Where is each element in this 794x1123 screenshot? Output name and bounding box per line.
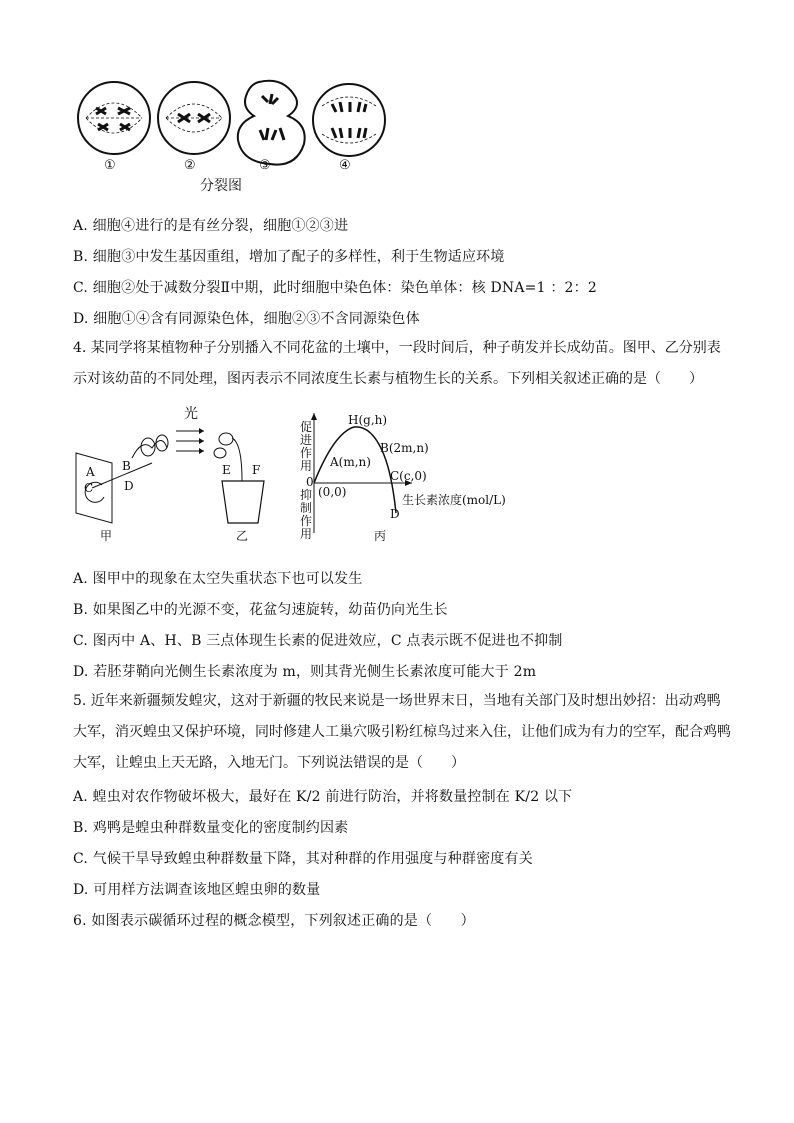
cell-3 (238, 81, 305, 165)
q4-option-d: D. 若胚芽鞘向光侧生长素浓度为 m，则其背光侧生长素浓度可能大于 2m (73, 664, 537, 680)
q5-stem: 5. 近年来新疆频发蝗灾，这对于新疆的牧民来说是一场世界末日，当地有关部门及时想出妙招：出动鸡鸭大军，消灭蝗虫又保护环境，同时修建人工巢穴吸引粉红椋鸟过来入住，让他们成为有力的空军，配合鸡鸭大军，让蝗虫上天无路，入地无门。下列说法错误的是（ ） (73, 693, 731, 771)
q5-option-b: B. 鸡鸭是蝗虫种群数量变化的密度制约因素 (73, 820, 349, 836)
cell-1 (78, 82, 150, 154)
cell-label-1: ① (104, 158, 116, 173)
q4-option-c: C. 图丙中 A、H、B 三点体现生长素的促进效应，C 点表示既不促进也不抑制 (73, 633, 563, 649)
figure-caption: 分裂图 (200, 178, 242, 194)
q5-option-d: D. 可用样方法调查该地区蝗虫卵的数量 (73, 882, 321, 898)
cell-label-3: ③ (259, 158, 271, 173)
q4-option-b: B. 如果图乙中的光源不变，花盆匀速旋转，幼苗仍向光生长 (73, 602, 448, 618)
q4-option-a: A. 图甲中的现象在太空失重状态下也可以发生 (73, 571, 363, 587)
cell-label-2: ② (184, 158, 196, 173)
y-up-label: 促进作用 (300, 420, 313, 473)
panel-bing-label: 丙 (374, 529, 387, 543)
cell-2 (158, 82, 230, 154)
q3-option-a: A. 细胞④进行的是有丝分裂，细胞①②③进 (73, 218, 349, 234)
light-label: 光 (184, 406, 198, 422)
point-d-label: D (124, 479, 134, 493)
panel-jia-label: 甲 (100, 529, 113, 543)
point-c0-label: C(c,0) (390, 469, 427, 483)
q3-option-d: D. 细胞①④含有同源染色体，细胞②③不含同源染色体 (73, 311, 420, 327)
point-h-label: H(g,h) (348, 413, 388, 427)
y-down-label: 抑制作用 (300, 488, 313, 541)
point-b-label: B (122, 459, 131, 473)
q6-stem: 6. 如图表示碳循环过程的概念模型，下列叙述正确的是（ ） (73, 913, 475, 929)
light-arrows (176, 428, 204, 454)
plant-figure (72, 403, 512, 548)
point-c-label: C (84, 481, 94, 495)
cell-label-4: ④ (339, 158, 351, 173)
jia-diagram (76, 435, 168, 523)
yi-diagram (214, 433, 264, 523)
point-f-label: F (252, 463, 261, 477)
q4-stem: 4. 某同学将某植物种子分别播入不同花盆的土壤中，一段时间后，种子萌发并长成幼苗。图甲、乙分别表示对该幼苗的不同处理，图丙表示不同浓度生长素与植物生长的关系。下列相关叙述正确的是（ ） (73, 340, 721, 387)
q3-option-b: B. 细胞③中发生基因重组，增加了配子的多样性，利于生物适应环境 (73, 249, 505, 265)
q5-option-a: A. 蝗虫对农作物破坏极大，最好在 K/2 前进行防治，并将数量控制在 K/2 以下 (73, 789, 573, 805)
cell-4 (313, 84, 385, 156)
zero-label: 0 (306, 475, 314, 489)
plant-figure-drawing (72, 403, 512, 548)
q5-option-c: C. 气候干旱导致蝗虫种群数量下降，其对种群的作用强度与种群密度有关 (73, 851, 533, 867)
q3-option-c: C. 细胞②处于减数分裂Ⅱ中期，此时细胞中染色体：染色单体：核 DNA=1 ：2：2 (73, 280, 597, 296)
origin-label: (0,0) (318, 485, 347, 499)
point-a-label: A (86, 465, 95, 479)
x-axis-label: 生长素浓度(mol/L) (402, 493, 506, 507)
point-amn-label: A(m,n) (330, 455, 371, 469)
point-e-label: E (222, 463, 231, 477)
point-b2m-label: B(2m,n) (380, 441, 429, 455)
point-d-graph-label: D (390, 507, 400, 521)
panel-yi-label: 乙 (236, 529, 249, 543)
